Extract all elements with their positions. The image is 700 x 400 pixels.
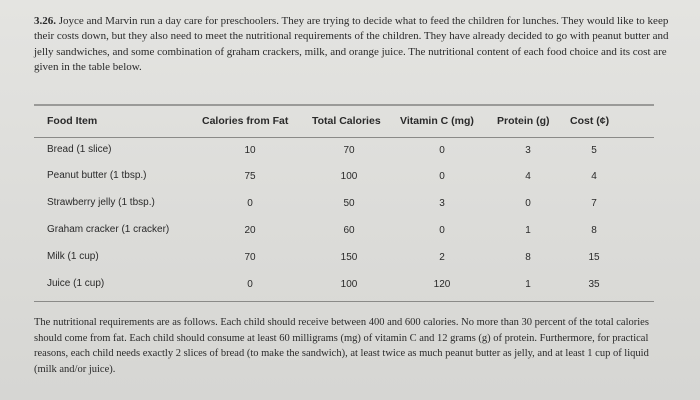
cell-calories-from-fat: 0	[247, 198, 253, 209]
problem-intro-text: Joyce and Marvin run a day care for preschoolers. They are trying to decide what to feed the children for lunches. They would like to keep their costs down, but they also need to meet the nutritional requirements of the children. They have already decided to go with peanut butter and jelly sandwiches, and some combination of graham crackers, milk, and orange juice. The nutritional content of each food choice and its cost are given in the table below.	[34, 15, 669, 74]
cell-total-calories: 50	[343, 198, 355, 209]
cell-total-calories: 100	[340, 171, 358, 182]
cell-cost: 35	[588, 279, 600, 290]
cell-protein: 3	[525, 145, 531, 156]
cell-food-item: Juice (1 cup)	[47, 278, 105, 289]
cell-food-item: Bread (1 slice)	[47, 144, 112, 155]
cell-total-calories: 150	[340, 252, 358, 263]
cell-total-calories: 100	[340, 279, 358, 290]
header-food-item: Food Item	[47, 115, 98, 127]
cell-protein: 4	[525, 171, 531, 182]
cell-food-item: Milk (1 cup)	[47, 251, 99, 262]
cell-calories-from-fat: 20	[244, 225, 256, 236]
cell-cost: 4	[591, 171, 597, 182]
cell-protein: 0	[525, 198, 531, 209]
cell-food-item: Strawberry jelly (1 tbsp.)	[47, 197, 155, 208]
cell-protein: 1	[525, 279, 531, 290]
header-vitamin-c: Vitamin C (mg)	[400, 115, 474, 127]
cell-protein: 1	[525, 225, 531, 236]
header-calories-from-fat: Calories from Fat	[202, 115, 289, 127]
cell-total-calories: 70	[343, 145, 355, 156]
cell-vitamin-c: 0	[439, 171, 445, 182]
cell-protein: 8	[525, 252, 531, 263]
cell-cost: 7	[591, 198, 597, 209]
problem-number: 3.26.	[34, 15, 56, 27]
cell-food-item: Graham cracker (1 cracker)	[47, 224, 170, 235]
header-protein: Protein (g)	[497, 115, 550, 127]
cell-vitamin-c: 2	[439, 252, 445, 263]
cell-calories-from-fat: 75	[244, 171, 256, 182]
cell-vitamin-c: 120	[433, 279, 451, 290]
cell-cost: 5	[591, 145, 597, 156]
cell-calories-from-fat: 0	[247, 279, 253, 290]
cell-cost: 8	[591, 225, 597, 236]
cell-vitamin-c: 0	[439, 145, 445, 156]
cell-vitamin-c: 0	[439, 225, 445, 236]
header-cost: Cost (¢)	[570, 115, 610, 127]
requirements-paragraph: The nutritional requirements are as follows. Each child should receive between 400 and 600 calories. No more than 30 percent of the total calories should come from fat. Each child should consume at least 60 milligrams (mg) of vitamin C and 12 grams (g) of protein. Furthermore, for practical reasons, each child needs exactly 2 slices of bread (to make the sandwich), at least twice as much peanut butter as jelly, and at least 1 cup of liquid (milk and/or juice).	[34, 317, 649, 375]
cell-calories-from-fat: 70	[244, 252, 256, 263]
cell-food-item: Peanut butter (1 tbsp.)	[47, 170, 147, 181]
cell-cost: 15	[588, 252, 600, 263]
cell-total-calories: 60	[343, 225, 355, 236]
cell-vitamin-c: 3	[439, 198, 445, 209]
cell-calories-from-fat: 10	[244, 145, 256, 156]
header-total-calories: Total Calories	[312, 115, 381, 127]
